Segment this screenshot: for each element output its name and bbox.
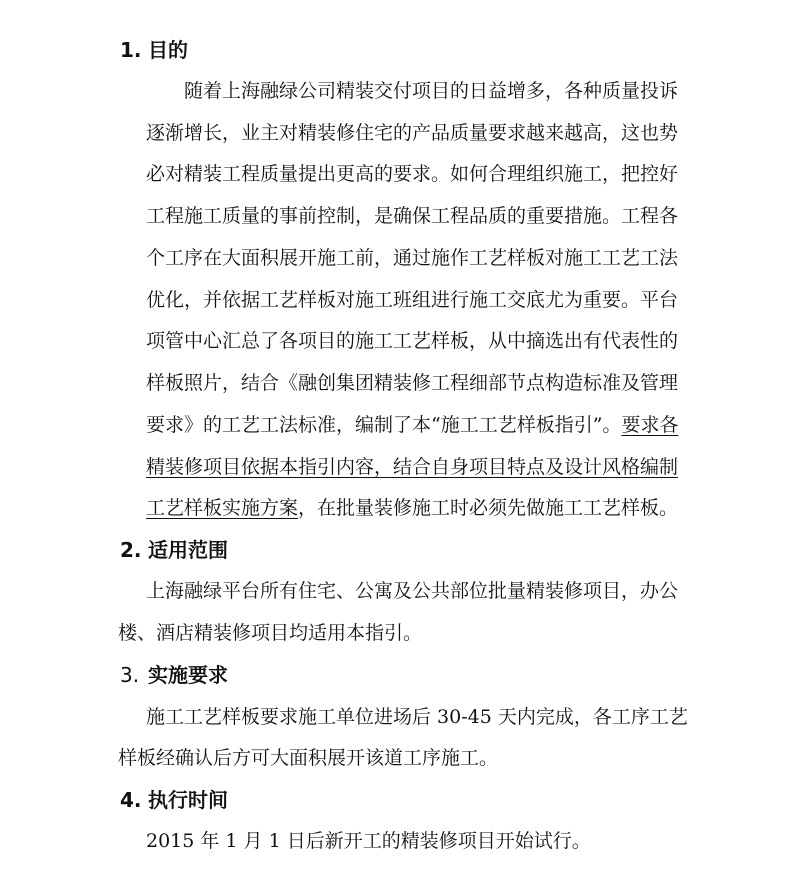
underlined-paragraph-line: 精装修项目依据本指引内容，结合自身项目特点及设计风格编制	[146, 456, 679, 478]
section-1-heading	[120, 36, 188, 64]
paragraph-text: 要求》的工艺工法标准，编制了本“施工工艺样板指引”。	[146, 414, 622, 436]
paragraph-line: 样板经确认后方可大面积展开该道工序施工。	[118, 747, 499, 769]
paragraph-line-with-underline	[146, 411, 679, 439]
paragraph-line: 随着上海融绿公司精装交付项目的日益增多，各种质量投诉	[146, 80, 679, 102]
paragraph-line: 工程施工质量的事前控制，是确保工程品质的重要措施。工程各	[146, 205, 679, 227]
section-number: 4.	[120, 788, 142, 812]
section-2-heading	[120, 536, 228, 564]
paragraph-line: 优化，并依据工艺样板对施工班组进行施工交底尤为重要。平台	[146, 289, 679, 311]
paragraph-line: 样板照片，结合《融创集团精装修工程细部节点构造标准及管理	[146, 372, 679, 394]
underlined-text: 要求各	[621, 414, 679, 436]
section-title: 适用范围	[148, 538, 228, 562]
paragraph-line: 2015 年 1 月 1 日后新开工的精装修项目开始试行。	[146, 830, 591, 852]
section-title: 实施要求	[148, 663, 228, 687]
paragraph-line-with-underline	[146, 494, 679, 522]
paragraph-line: 必对精装工程质量提出更高的要求。如何合理组织施工，把控好	[146, 163, 679, 185]
section-number: 1.	[120, 38, 142, 62]
section-title: 执行时间	[148, 788, 228, 812]
paragraph-line: 项管中心汇总了各项目的施工工艺样板，从中摘选出有代表性的	[146, 330, 679, 352]
paragraph-line: 上海融绿平台所有住宅、公寓及公共部位批量精装修项目，办公	[146, 580, 679, 602]
section-title: 目的	[148, 38, 188, 62]
section-4-heading	[120, 786, 228, 814]
paragraph-line: 楼、酒店精装修项目均适用本指引。	[118, 622, 423, 644]
section-number: 2.	[120, 538, 142, 562]
paragraph-line: 逐渐增长，业主对精装修住宅的产品质量要求越来越高，这也势	[146, 122, 679, 144]
paragraph-line: 施工工艺样板要求施工单位进场后 30-45 天内完成，各工序工艺	[146, 706, 688, 728]
paragraph-text: ，在批量装修施工时必须先做施工工艺样板。	[298, 497, 679, 519]
section-number: 3.	[120, 663, 140, 687]
section-3-heading	[120, 661, 228, 689]
underlined-text: 工艺样板实施方案	[146, 497, 299, 519]
paragraph-line: 个工序在大面积展开施工前，通过施作工艺样板对施工工艺工法	[146, 247, 679, 269]
